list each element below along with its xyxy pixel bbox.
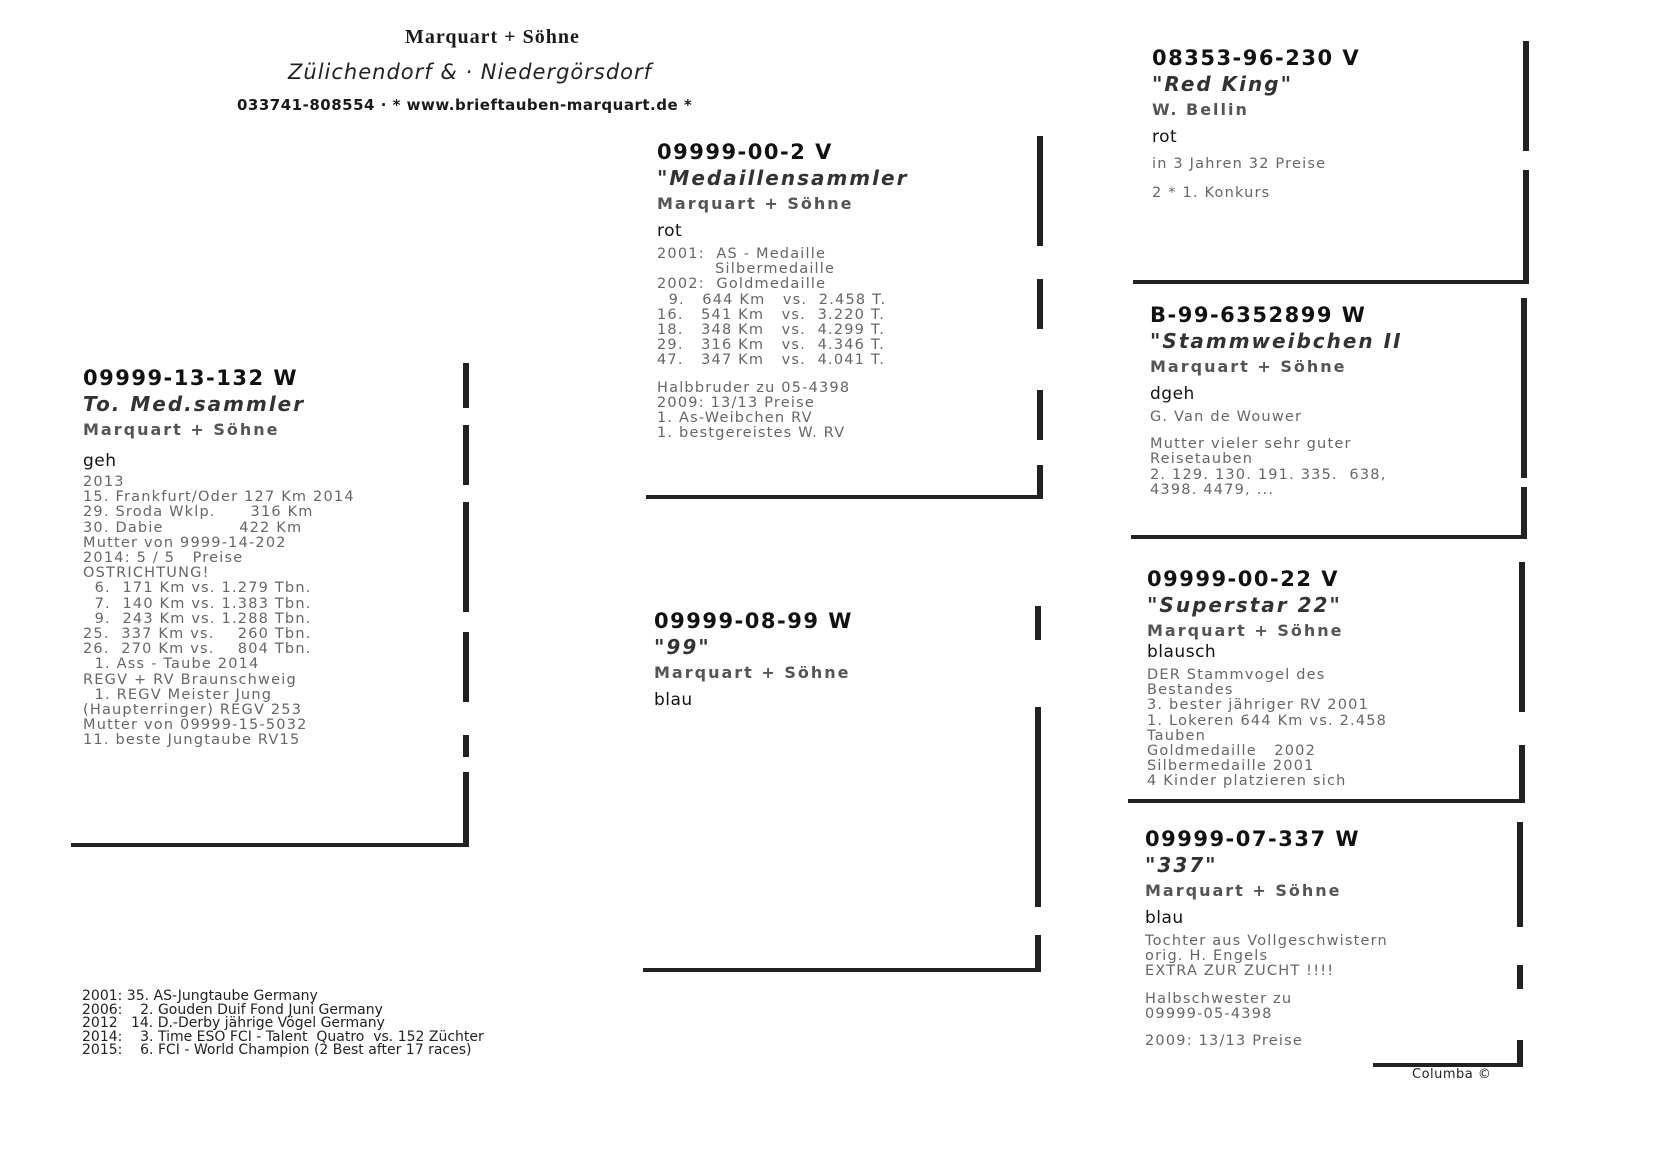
fm-owner: Marquart + Söhne [1150,357,1347,376]
fm-pigeon-name: "Stammweibchen II [1150,329,1403,353]
mother-card [654,609,1034,710]
father-pigeon-name: "Medaillensammler [657,166,909,190]
ff-notes: in 3 Jahren 32 Preise [1152,156,1327,172]
mm-pigeon-name: "337" [1145,853,1218,877]
father-owner: Marquart + Söhne [657,194,854,213]
brand-mark: Columba © [1412,1067,1492,1082]
fm-card [1150,303,1510,498]
ff-owner: W. Bellin [1152,100,1249,119]
mf-color: blausch [1147,642,1217,662]
ff-ring-number: 08353-96-230 V [1152,46,1361,70]
ff-bracket-segment [1523,41,1529,151]
subject-bracket-segment [463,425,469,485]
father-card [657,140,1037,441]
father-notes: 2001: AS - Medaille Silbermedaille 2002: Goldmedaille 9. 644 Km vs. 2.458 T. 16. 541 Km vs. 3.220 T. 18. 348 Km vs. 4.299 T. 29. 316 Km vs. 4.346 T. 47. 347 Km vs. 4.041 T. [657,246,887,369]
subject-owner: Marquart + Söhne [83,420,280,439]
breeder-contact: 033741-808554 · * www.brieftauben-marquart.de * [237,96,693,114]
father-bracket-segment [1037,390,1043,440]
father-baseline [646,495,1043,499]
mf-ring-number: 09999-00-22 V [1147,567,1340,591]
subject-pigeon-name: To. Med.sammler [83,392,306,416]
mm-color: blau [1145,908,1184,928]
mf-notes: DER Stammvogel des Bestandes 3. bester jähriger RV 2001 1. Lokeren 644 Km vs. 2.458 Tauben Goldmedaille 2002 Silbermedaille 2001 4 Kinder platzieren sich [1147,667,1388,790]
subject-bracket-segment [463,632,469,702]
mother-bracket-segment [1035,935,1041,972]
mm-notes-2: Halbschwester zu 09999-05-4398 [1145,990,1293,1022]
fm-baseline [1131,535,1527,539]
fm-color: dgeh [1150,384,1195,404]
fm-ring-number: B-99-6352899 W [1150,303,1367,327]
mother-bracket-segment [1035,606,1041,640]
mf-owner: Marquart + Söhne [1147,621,1344,640]
breeder-locations: Zülichendorf & · Niedergörsdorf [288,60,653,84]
mm-ring-number: 09999-07-337 W [1145,827,1361,851]
breeder-title: Marquart + Söhne [405,26,580,48]
mother-color: blau [654,690,693,710]
mf-bracket-segment [1519,745,1525,800]
ff-card [1152,46,1512,201]
father-notes-2: Halbbruder zu 05-4398 2009: 13/13 Preise 1. As-Weibchen RV 1. bestgereistes W. RV [657,379,851,442]
fm-bracket-segment [1521,298,1527,478]
subject-card [83,366,463,749]
mother-ring-number: 09999-08-99 W [654,609,853,633]
fm-bracket-segment [1521,487,1527,539]
mother-pigeon-name: "99" [654,635,711,659]
ff-pigeon-name: "Red King" [1152,72,1293,96]
subject-bracket-segment [463,363,469,408]
mf-card [1147,567,1507,790]
father-color: rot [657,221,683,241]
ff-baseline [1133,280,1529,284]
ff-bracket-segment [1523,170,1529,284]
subject-color: geh [83,451,117,471]
mm-notes: Tochter aus Vollgeschwistern orig. H. Engels EXTRA ZUR ZUCHT !!!! [1145,933,1388,980]
subject-notes: 2013 15. Frankfurt/Oder 127 Km 2014 29. Sroda Wklp. 316 Km 30. Dabie 422 Km Mutter von 9999-14-202 2014: 5 / 5 Preise OSTRICHTUNG! 6. 171 Km vs. 1.279 Tbn. 7. 140 Km vs. 1.383 Tbn. 9. 243 Km vs. 1.288 Tbn. 25. 337 Km vs. 260 Tbn. 26. 270 Km vs. 804 Tbn. 1. Ass - Taube 2014 REGV + RV Braunschweig 1. REGV Meister Jung (Haupterringer) REGV 253 Mutter von 09999-15-5032 11. beste Jungtaube RV15 [83,474,355,749]
mf-bracket-segment [1519,562,1525,712]
mother-bracket-segment [1035,707,1041,907]
subject-bracket-segment [463,735,469,757]
father-bracket-segment [1037,136,1043,246]
mother-owner: Marquart + Söhne [654,663,851,682]
mm-card [1145,827,1505,1049]
ff-color: rot [1152,127,1178,147]
subject-bracket-segment [463,772,469,847]
subject-ring-number: 09999-13-132 W [83,366,299,390]
mm-notes-3: 2009: 13/13 Preise [1145,1033,1303,1050]
subject-bracket-segment [463,502,469,612]
father-bracket-segment [1037,279,1043,329]
mf-baseline [1128,799,1525,803]
ff-notes-2: 2 * 1. Konkurs [1152,185,1271,202]
father-ring-number: 09999-00-2 V [657,140,833,164]
mother-baseline [643,968,1041,972]
father-bracket-segment [1037,465,1043,499]
mm-bracket-segment [1517,965,1523,989]
achievements-list: 2001: 35. AS-Jungtaube Germany 2006: 2. Gouden Duif Fond Juni Germany 2012 14. D.-Derby jährige Vögel Germany 2014: 3. Time ESO FCI - Talent Quatro vs. 152 Züchter 2015: 6. FCI - World Champion (2 Best after 17 races) [82,988,484,1059]
fm-notes-2: Mutter vieler sehr guter Reisetauben 2. 129. 130. 191. 335. 638, 4398. 4479, ... [1150,436,1387,498]
mm-bracket-segment [1517,822,1523,927]
fm-notes: G. Van de Wouwer [1150,409,1303,425]
mm-owner: Marquart + Söhne [1145,881,1342,900]
subject-baseline [71,843,469,847]
mf-pigeon-name: "Superstar 22" [1147,593,1342,617]
